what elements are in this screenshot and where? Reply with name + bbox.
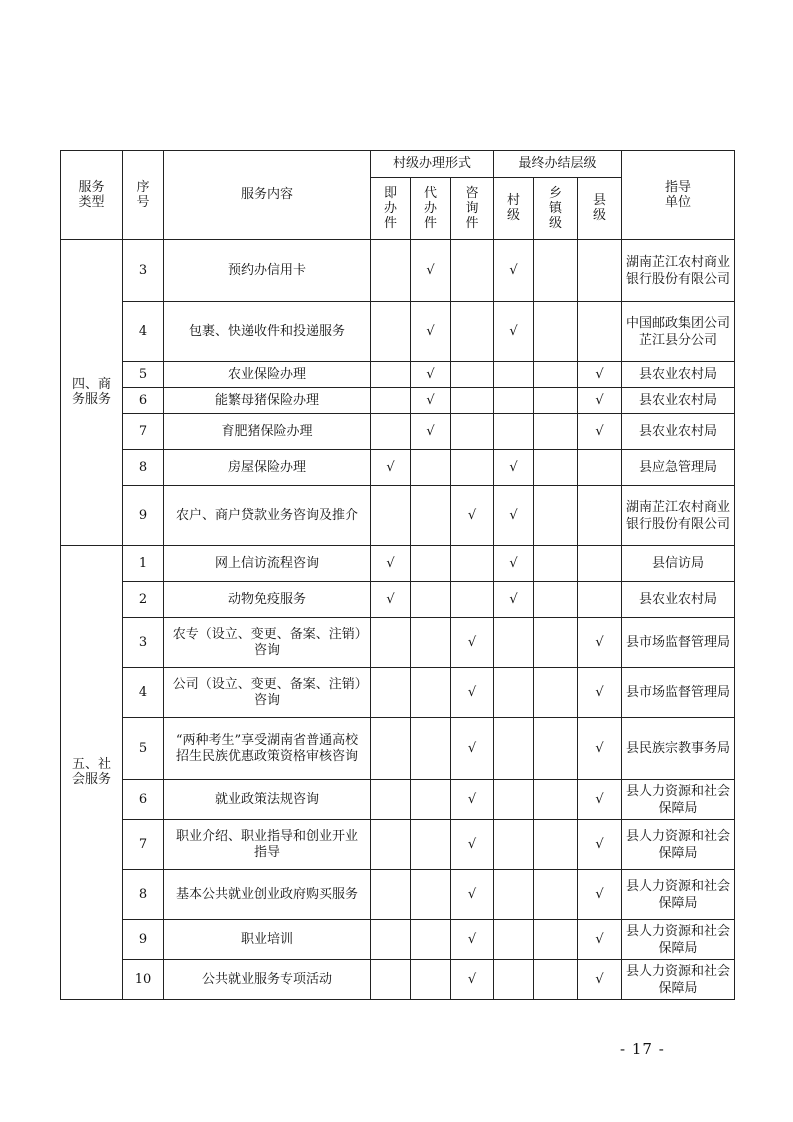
content-cell: 动物免疫服务 bbox=[164, 582, 371, 618]
check-mark: √ bbox=[494, 450, 534, 486]
seq-cell: 2 bbox=[123, 582, 164, 618]
check-mark: √ bbox=[371, 546, 411, 582]
header-final-level: 最终办结层级 bbox=[494, 151, 622, 178]
unit-cell: 县人力资源和社会保障局 bbox=[622, 920, 735, 960]
seq-cell: 5 bbox=[123, 362, 164, 388]
content-cell: 公司（设立、变更、备案、注销）咨询 bbox=[164, 668, 371, 718]
check-mark: √ bbox=[578, 718, 622, 780]
immediate-cell bbox=[371, 870, 411, 920]
county-cell bbox=[578, 450, 622, 486]
seq-cell: 7 bbox=[123, 820, 164, 870]
immediate-cell bbox=[371, 388, 411, 414]
content-cell: 农业保险办理 bbox=[164, 362, 371, 388]
immediate-cell bbox=[371, 718, 411, 780]
county-cell bbox=[578, 546, 622, 582]
unit-cell: 县市场监督管理局 bbox=[622, 618, 735, 668]
proxy-cell bbox=[411, 618, 451, 668]
header-immediate: 即办件 bbox=[371, 178, 411, 240]
immediate-cell bbox=[371, 780, 411, 820]
township-cell bbox=[534, 302, 578, 362]
check-mark: √ bbox=[494, 582, 534, 618]
immediate-cell bbox=[371, 920, 411, 960]
check-mark: √ bbox=[578, 668, 622, 718]
seq-cell: 7 bbox=[123, 414, 164, 450]
header-proxy: 代办件 bbox=[411, 178, 451, 240]
consult-cell bbox=[451, 546, 494, 582]
unit-cell: 县农业农村局 bbox=[622, 582, 735, 618]
table-row bbox=[61, 718, 735, 780]
consult-cell bbox=[451, 414, 494, 450]
content-cell: 基本公共就业创业政府购买服务 bbox=[164, 870, 371, 920]
township-cell bbox=[534, 960, 578, 1000]
header-content: 服务内容 bbox=[164, 151, 371, 240]
county-cell bbox=[578, 582, 622, 618]
table-row bbox=[61, 388, 735, 414]
check-mark: √ bbox=[451, 668, 494, 718]
header-village-forms: 村级办理形式 bbox=[371, 151, 494, 178]
check-mark: √ bbox=[578, 362, 622, 388]
unit-cell: 县农业农村局 bbox=[622, 414, 735, 450]
content-cell: 网上信访流程咨询 bbox=[164, 546, 371, 582]
check-mark: √ bbox=[494, 486, 534, 546]
consult-cell bbox=[451, 450, 494, 486]
seq-cell: 4 bbox=[123, 668, 164, 718]
seq-cell: 1 bbox=[123, 546, 164, 582]
consult-cell bbox=[451, 582, 494, 618]
village-cell bbox=[494, 870, 534, 920]
seq-cell: 4 bbox=[123, 302, 164, 362]
check-mark: √ bbox=[578, 820, 622, 870]
unit-cell: 湖南芷江农村商业银行股份有限公司 bbox=[622, 240, 735, 302]
check-mark: √ bbox=[411, 302, 451, 362]
check-mark: √ bbox=[451, 820, 494, 870]
table-row bbox=[61, 240, 735, 302]
content-cell: 就业政策法规咨询 bbox=[164, 780, 371, 820]
village-cell bbox=[494, 668, 534, 718]
service-type-cell: 五、社会服务 bbox=[61, 546, 123, 1000]
village-cell bbox=[494, 960, 534, 1000]
service-table bbox=[60, 150, 735, 1000]
seq-cell: 8 bbox=[123, 870, 164, 920]
table-row bbox=[61, 870, 735, 920]
table-row bbox=[61, 920, 735, 960]
check-mark: √ bbox=[494, 302, 534, 362]
check-mark: √ bbox=[451, 618, 494, 668]
header-township: 乡镇级 bbox=[534, 178, 578, 240]
check-mark: √ bbox=[578, 414, 622, 450]
village-cell bbox=[494, 920, 534, 960]
content-cell: 育肥猪保险办理 bbox=[164, 414, 371, 450]
seq-cell: 9 bbox=[123, 486, 164, 546]
table-row bbox=[61, 582, 735, 618]
table-row bbox=[61, 486, 735, 546]
unit-cell: 县应急管理局 bbox=[622, 450, 735, 486]
table-row bbox=[61, 450, 735, 486]
table-row bbox=[61, 820, 735, 870]
township-cell bbox=[534, 870, 578, 920]
check-mark: √ bbox=[578, 388, 622, 414]
content-cell: 公共就业服务专项活动 bbox=[164, 960, 371, 1000]
seq-cell: 3 bbox=[123, 240, 164, 302]
township-cell bbox=[534, 450, 578, 486]
county-cell bbox=[578, 486, 622, 546]
check-mark: √ bbox=[371, 582, 411, 618]
service-type-cell: 四、商务服务 bbox=[61, 240, 123, 546]
table-row bbox=[61, 960, 735, 1000]
consult-cell bbox=[451, 388, 494, 414]
proxy-cell bbox=[411, 668, 451, 718]
content-cell: 能繁母猪保险办理 bbox=[164, 388, 371, 414]
immediate-cell bbox=[371, 414, 411, 450]
proxy-cell bbox=[411, 546, 451, 582]
content-cell: 职业介绍、职业指导和创业开业指导 bbox=[164, 820, 371, 870]
immediate-cell bbox=[371, 240, 411, 302]
village-cell bbox=[494, 362, 534, 388]
check-mark: √ bbox=[494, 240, 534, 302]
proxy-cell bbox=[411, 780, 451, 820]
seq-cell: 6 bbox=[123, 388, 164, 414]
seq-cell: 10 bbox=[123, 960, 164, 1000]
check-mark: √ bbox=[578, 870, 622, 920]
unit-cell: 县农业农村局 bbox=[622, 388, 735, 414]
check-mark: √ bbox=[578, 780, 622, 820]
unit-cell: 县人力资源和社会保障局 bbox=[622, 780, 735, 820]
check-mark: √ bbox=[451, 960, 494, 1000]
immediate-cell bbox=[371, 820, 411, 870]
check-mark: √ bbox=[411, 414, 451, 450]
table-row bbox=[61, 302, 735, 362]
unit-cell: 县民族宗教事务局 bbox=[622, 718, 735, 780]
header-county: 县级 bbox=[578, 178, 622, 240]
township-cell bbox=[534, 362, 578, 388]
check-mark: √ bbox=[451, 870, 494, 920]
immediate-cell bbox=[371, 302, 411, 362]
check-mark: √ bbox=[451, 718, 494, 780]
county-cell bbox=[578, 240, 622, 302]
proxy-cell bbox=[411, 870, 451, 920]
check-mark: √ bbox=[451, 920, 494, 960]
table-body bbox=[61, 240, 735, 1000]
township-cell bbox=[534, 668, 578, 718]
page-number: - 17 - bbox=[620, 1040, 665, 1058]
header-row-1 bbox=[61, 151, 735, 178]
content-cell: 农专（设立、变更、备案、注销）咨询 bbox=[164, 618, 371, 668]
seq-cell: 8 bbox=[123, 450, 164, 486]
table-row bbox=[61, 546, 735, 582]
village-cell bbox=[494, 618, 534, 668]
township-cell bbox=[534, 820, 578, 870]
seq-cell: 5 bbox=[123, 718, 164, 780]
unit-cell: 县人力资源和社会保障局 bbox=[622, 870, 735, 920]
township-cell bbox=[534, 414, 578, 450]
header-type: 服务类型 bbox=[61, 151, 123, 240]
table-row bbox=[61, 618, 735, 668]
header-unit: 指导单位 bbox=[622, 151, 735, 240]
township-cell bbox=[534, 388, 578, 414]
township-cell bbox=[534, 618, 578, 668]
check-mark: √ bbox=[451, 780, 494, 820]
check-mark: √ bbox=[578, 920, 622, 960]
unit-cell: 县人力资源和社会保障局 bbox=[622, 960, 735, 1000]
table-row bbox=[61, 414, 735, 450]
township-cell bbox=[534, 582, 578, 618]
content-cell: 农户、商户贷款业务咨询及推介 bbox=[164, 486, 371, 546]
seq-cell: 3 bbox=[123, 618, 164, 668]
unit-cell: 县信访局 bbox=[622, 546, 735, 582]
immediate-cell bbox=[371, 960, 411, 1000]
check-mark: √ bbox=[411, 362, 451, 388]
immediate-cell bbox=[371, 668, 411, 718]
immediate-cell bbox=[371, 486, 411, 546]
check-mark: √ bbox=[578, 960, 622, 1000]
unit-cell: 县市场监督管理局 bbox=[622, 668, 735, 718]
header-village: 村级 bbox=[494, 178, 534, 240]
township-cell bbox=[534, 718, 578, 780]
village-cell bbox=[494, 820, 534, 870]
village-cell bbox=[494, 718, 534, 780]
unit-cell: 县农业农村局 bbox=[622, 362, 735, 388]
township-cell bbox=[534, 240, 578, 302]
check-mark: √ bbox=[451, 486, 494, 546]
immediate-cell bbox=[371, 362, 411, 388]
consult-cell bbox=[451, 240, 494, 302]
check-mark: √ bbox=[494, 546, 534, 582]
consult-cell bbox=[451, 302, 494, 362]
content-cell: “两种考生”享受湖南省普通高校招生民族优惠政策资格审核咨询 bbox=[164, 718, 371, 780]
table-row bbox=[61, 362, 735, 388]
header-consult: 咨询件 bbox=[451, 178, 494, 240]
township-cell bbox=[534, 546, 578, 582]
county-cell bbox=[578, 302, 622, 362]
village-cell bbox=[494, 388, 534, 414]
check-mark: √ bbox=[578, 618, 622, 668]
unit-cell: 县人力资源和社会保障局 bbox=[622, 820, 735, 870]
immediate-cell bbox=[371, 618, 411, 668]
seq-cell: 9 bbox=[123, 920, 164, 960]
proxy-cell bbox=[411, 582, 451, 618]
unit-cell: 中国邮政集团公司芷江县分公司 bbox=[622, 302, 735, 362]
township-cell bbox=[534, 780, 578, 820]
consult-cell bbox=[451, 362, 494, 388]
proxy-cell bbox=[411, 718, 451, 780]
check-mark: √ bbox=[411, 388, 451, 414]
township-cell bbox=[534, 486, 578, 546]
proxy-cell bbox=[411, 820, 451, 870]
township-cell bbox=[534, 920, 578, 960]
proxy-cell bbox=[411, 960, 451, 1000]
table-row bbox=[61, 780, 735, 820]
table-row bbox=[61, 668, 735, 718]
proxy-cell bbox=[411, 486, 451, 546]
seq-cell: 6 bbox=[123, 780, 164, 820]
content-cell: 房屋保险办理 bbox=[164, 450, 371, 486]
unit-cell: 湖南芷江农村商业银行股份有限公司 bbox=[622, 486, 735, 546]
village-cell bbox=[494, 780, 534, 820]
village-cell bbox=[494, 414, 534, 450]
proxy-cell bbox=[411, 920, 451, 960]
check-mark: √ bbox=[371, 450, 411, 486]
proxy-cell bbox=[411, 450, 451, 486]
content-cell: 职业培训 bbox=[164, 920, 371, 960]
content-cell: 预约办信用卡 bbox=[164, 240, 371, 302]
header-seq: 序号 bbox=[123, 151, 164, 240]
content-cell: 包裹、快递收件和投递服务 bbox=[164, 302, 371, 362]
check-mark: √ bbox=[411, 240, 451, 302]
